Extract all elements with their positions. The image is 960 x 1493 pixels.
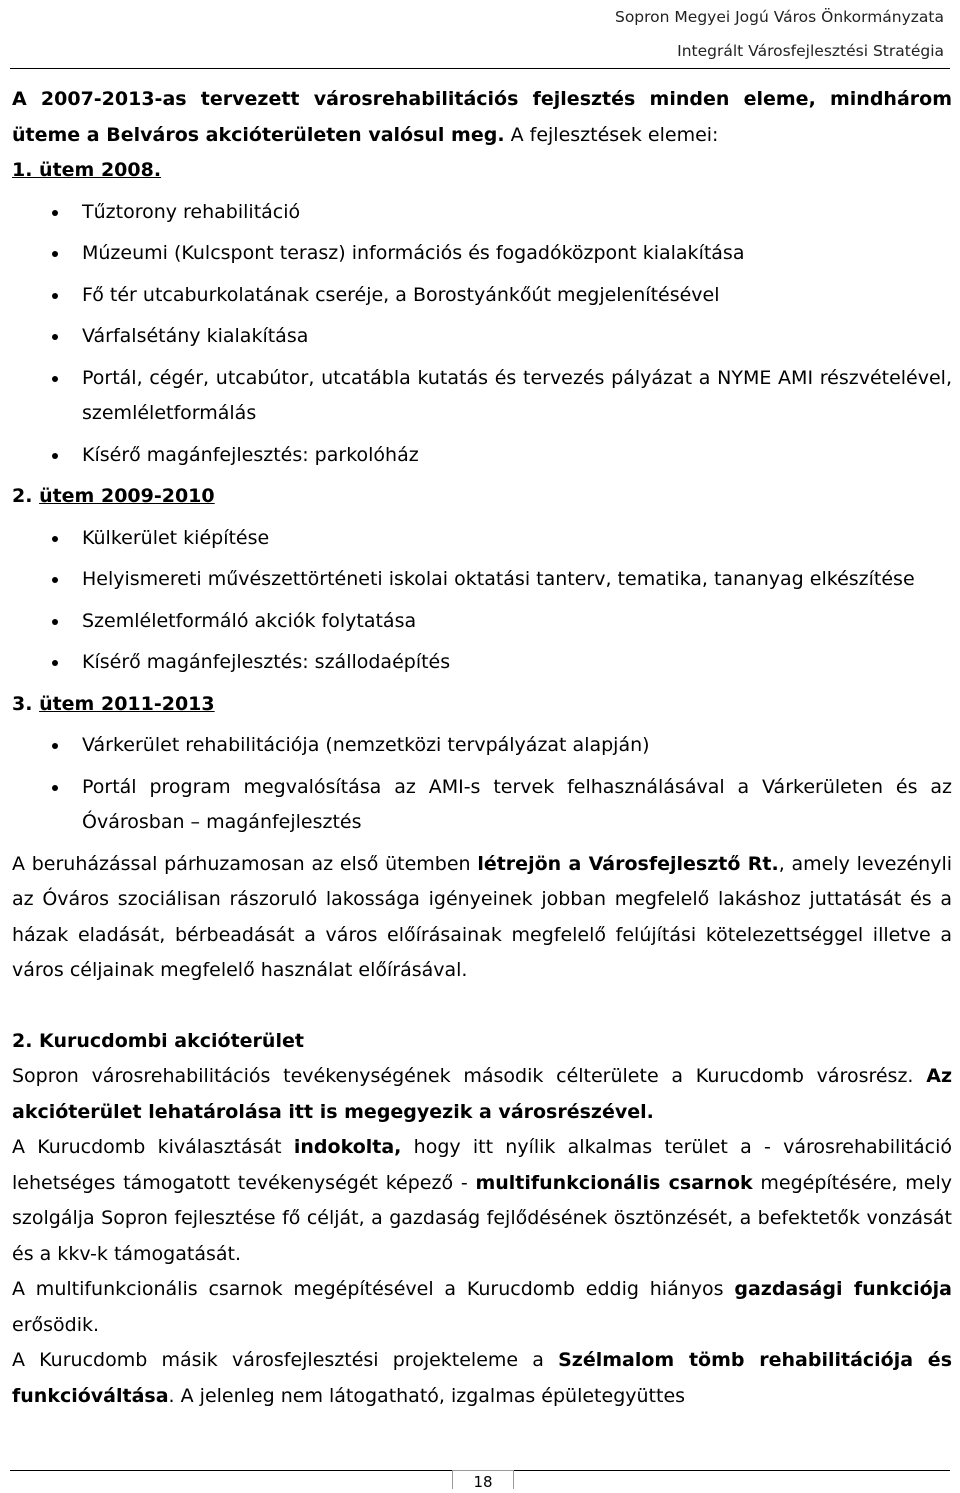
phase1-list (12, 195, 952, 474)
bullet-icon (52, 251, 58, 257)
header-organization: Sopron Megyei Jogú Város Önkormányzata (614, 8, 944, 26)
bullet-icon (52, 293, 58, 299)
list-item: Helyismereti művészettörténeti iskolai oktatási tanterv, tematika, tananyag elkészítése (12, 562, 952, 598)
intro-normal: A fejlesztések elemei: (504, 123, 719, 146)
bullet-icon (52, 743, 58, 749)
list-item: Portál, cégér, utcabútor, utcatábla kutatás és tervezés pályázat a NYME AMI részvételével, szemléletformálás (12, 361, 952, 432)
list-item: Külkerület kiépítése (12, 521, 952, 557)
section-spacer (12, 989, 952, 1024)
intro-bold: A 2007-2013-as tervezett városrehabilitációs fejlesztés minden eleme, mindhárom üteme a Belváros akcióterületen valósul meg. (12, 88, 952, 146)
bullet-icon (52, 334, 58, 340)
phase2-heading: 2. ütem 2009-2010 (12, 485, 215, 507)
bullet-icon (52, 536, 58, 542)
section2-title: 2. Kurucdombi akcióterület (12, 1029, 304, 1052)
list-item: Múzeumi (Kulcspont terasz) információs és fogadóközpont kialakítása (12, 236, 952, 272)
document-body (12, 82, 952, 1414)
list-item: Szemléletformáló akciók folytatása (12, 604, 952, 640)
list-item: Portál program megvalósítása az AMI-s tervek felhasználásával a Várkerületen és az Óvárosban – magánfejlesztés (12, 770, 952, 841)
page-number: 18 (452, 1470, 514, 1489)
bullet-icon (52, 660, 58, 666)
bullet-icon (52, 210, 58, 216)
intro-paragraph (12, 82, 952, 153)
list-item: Tűztorony rehabilitáció (12, 195, 952, 231)
bullet-icon (52, 376, 58, 382)
bullet-icon (52, 619, 58, 625)
section2-paragraph-3: A multifunkcionális csarnok megépítésével a Kurucdomb eddig hiányos gazdasági funkciója erősödik. (12, 1278, 952, 1336)
list-item: Várkerület rehabilitációja (nemzetközi tervpályázat alapján) (12, 728, 952, 764)
section2-paragraph-2: A Kurucdomb kiválasztását indokolta, hogy itt nyílik alkalmas terület a - városrehabilitáció lehetséges támogatott tevékenységét képező - multifunkcionális csarnok megépítésére, mely szolgálja Sopron fejlesztése fő célját, a gazdaság fejlődésének ösztönzését, a befektetők vonzását és a kkv-k támogatását. (12, 1136, 952, 1265)
page-header (615, 0, 944, 68)
bullet-icon (52, 785, 58, 791)
bullet-icon (52, 577, 58, 583)
header-divider (10, 68, 950, 69)
list-item: Fő tér utcaburkolatának cseréje, a Borostyánkőút megjelenítésével (12, 278, 952, 314)
list-item: Kísérő magánfejlesztés: parkolóház (12, 438, 952, 474)
list-item: Kísérő magánfejlesztés: szállodaépítés (12, 645, 952, 681)
phase3-list (12, 728, 952, 841)
section2-paragraph-4: A Kurucdomb másik városfejlesztési projekteleme a Szélmalom tömb rehabilitációja és funkcióváltása. A jelenleg nem látogatható, izgalmas épületegyüttes (12, 1349, 952, 1407)
phase1-heading: 1. ütem 2008. (12, 159, 162, 181)
section2-paragraph-1: Sopron városrehabilitációs tevékenységének második célterülete a Kurucdomb városrész. Az akcióterület lehatárolása itt is megegyezik a városrészével. (12, 1065, 952, 1123)
bullet-icon (52, 453, 58, 459)
phase2-list (12, 521, 952, 681)
phase3-heading: 3. ütem 2011-2013 (12, 692, 215, 715)
header-document-title: Integrált Városfejlesztési Stratégia (677, 42, 944, 60)
beruhazas-paragraph: A beruházással párhuzamosan az első ütemben létrejön a Városfejlesztő Rt., amely levezényli az Óváros szociálisan rászoruló lakossága igényeinek jobban megfelelő lakáshoz juttatását és a házak eladását, bérbeadását a város előírásainak megfelelő felújítási kötelezettséggel illetve a város céljainak megfelelő használat előírásával. (12, 852, 953, 981)
list-item: Várfalsétány kialakítása (12, 319, 952, 355)
